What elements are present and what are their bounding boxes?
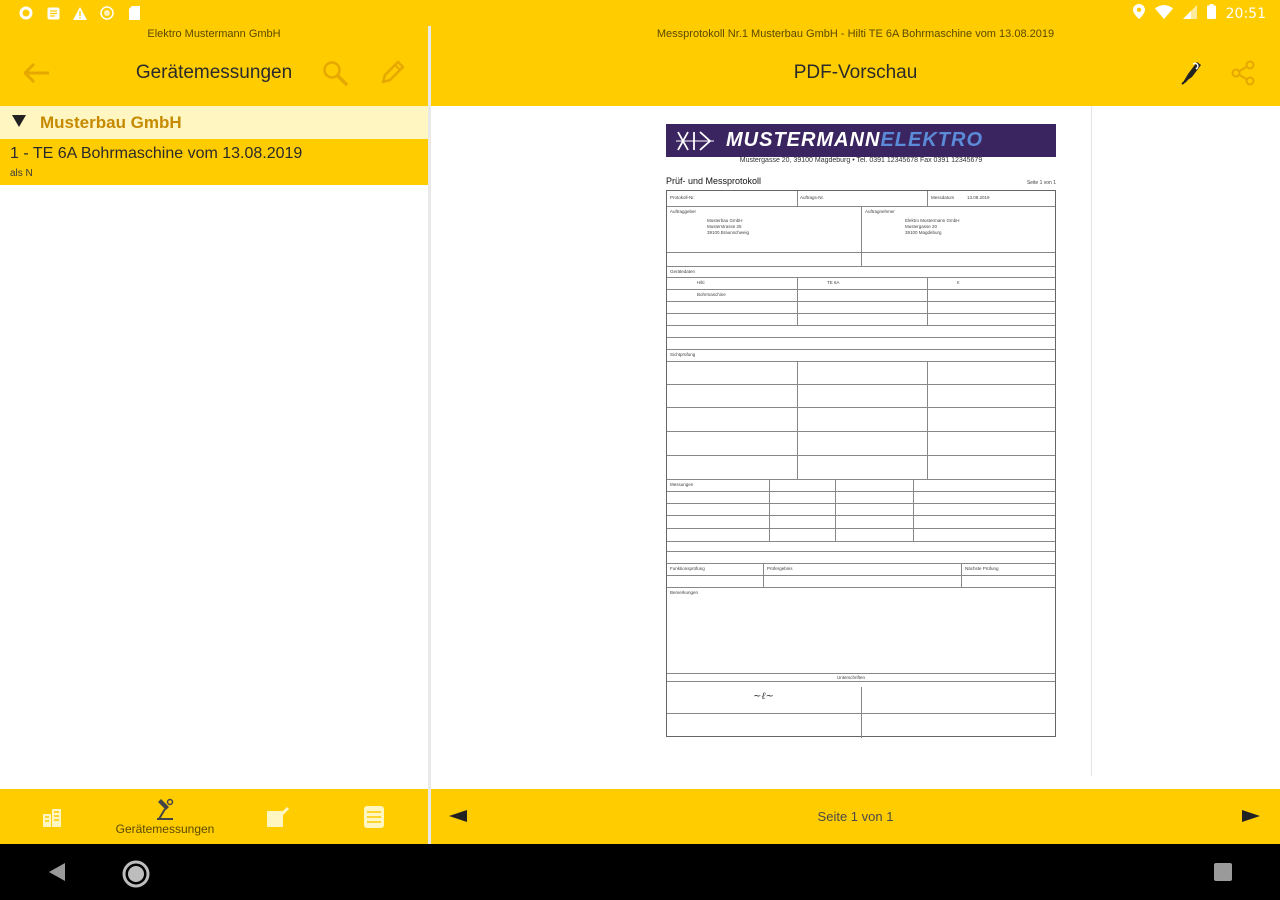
page-indicator: Seite 1 von 1 [817,809,894,824]
circle-icon [99,5,115,21]
nav-tab-calculator[interactable] [342,789,406,844]
pdf-field-value: Hilti [697,280,705,285]
pdf-row [667,407,1055,408]
pdf-vline [927,361,928,479]
nav-tab-measurements-label: Gerätemessungen [115,822,215,836]
pdf-field-value: 13.08.2019 [967,195,990,200]
pane-divider [428,26,431,844]
pdf-section-label: Unterschriften [837,675,866,680]
warning-icon [72,5,88,21]
system-navigation-bar [0,844,1280,900]
pdf-section-label: Funktionsprüfung [670,566,705,571]
pdf-section-label: Messungen [670,482,694,487]
pdf-vline [927,277,928,325]
pdf-brand-text [726,129,983,152]
system-recents-icon[interactable] [1214,863,1232,881]
pdf-row [667,681,1055,682]
pdf-letterhead-banner [666,124,1056,157]
measurement-item-subtitle: als N [10,168,33,179]
pdf-field-value: Bohrmaschine [697,292,726,297]
pdf-row [667,325,1055,326]
pencil-icon [379,60,405,86]
pdf-vline [835,479,836,541]
pdf-row [667,541,1055,542]
right-app-bar [431,26,1280,106]
search-button[interactable] [315,53,355,93]
bottom-navigation [0,789,428,844]
pdf-vline [797,191,798,206]
pdf-signature-mark: ~ℓ~ [753,691,774,702]
pdf-section-label: Sichtprüfung [670,352,696,357]
calculator-icon [363,805,385,829]
sdcard-icon [126,5,142,21]
share-icon [1230,60,1256,86]
pdf-section-label: Bemerkungen [670,590,699,595]
pdf-field-value: II [957,280,960,285]
status-icons-right [1133,4,1266,24]
pdf-row [667,289,1055,290]
pdf-row [667,587,1055,588]
pdf-field-label: Auftraggeber [670,209,697,214]
pdf-row [667,528,1055,529]
pdf-row [667,431,1055,432]
pdf-scroll-track [1091,106,1092,776]
pdf-row [667,455,1055,456]
pdf-field-label: Messdatum [931,195,955,200]
pdf-row [667,673,1055,674]
pdf-page-preview[interactable] [664,124,1058,738]
pdf-row [667,301,1055,302]
pdf-row [667,361,1055,362]
pdf-vline [797,361,798,479]
pdf-field-value: 39100 Braunschweig [707,230,750,235]
settings-icon [18,5,34,21]
pdf-document-title: Prüf- und Messprotokoll [666,176,762,186]
collapse-arrow-icon [12,115,26,127]
pdf-field-value: Elektro Mustermann GmbH [905,218,960,223]
pdf-vline [797,277,798,325]
pdf-section-label: Nächste Prüfung [965,566,999,571]
pdf-vline [769,479,770,541]
pdf-brand-sub: ELEKTRO [880,129,983,151]
company-logo-icon [672,127,718,154]
pdf-row [667,503,1055,504]
edit-button[interactable] [372,53,412,93]
status-icons-left [18,5,142,21]
pdf-field-label: Auftrags-Nr. [800,195,825,200]
pdf-row [667,713,1055,714]
status-bar [0,0,1280,26]
pdf-field-value: 39100 Magdeburg [905,230,942,235]
company-name: Elektro Mustermann GmbH [147,28,281,40]
pdf-field-label: Protokoll-Nr. [670,195,695,200]
pdf-row [667,384,1055,385]
nav-tab-measurements[interactable] [104,789,226,844]
pdf-vline [913,479,914,541]
pdf-document-note: Seite 1 von 1 [1026,180,1056,186]
location-icon [1133,4,1145,24]
right-title: PDF-Vorschau [793,62,918,83]
left-app-bar [0,26,428,106]
pdf-field-label: Auftragnehmer [865,209,895,214]
measurement-item-title: 1 - TE 6A Bohrmaschine vom 13.08.2019 [10,145,303,162]
pdf-row [667,563,1055,564]
measure-icon [153,797,177,821]
app-icon [45,5,61,21]
pdf-address-line: Mustergasse 20, 39100 Magdeburg • Tel. 0391 12345678 Fax 0391 12345679 [739,157,983,164]
pdf-field-value: Mustergasse 20 [905,224,938,229]
pdf-vline [861,206,862,252]
share-button[interactable] [1223,53,1263,93]
building-icon [41,806,63,828]
pdf-field-value: Musterbau GmbH [707,218,743,223]
next-page-button[interactable] [1242,810,1260,822]
system-home-icon[interactable] [122,860,150,888]
customer-group-header[interactable] [0,106,428,139]
status-time: 20:51 [1225,6,1266,22]
pdf-vline [861,252,862,266]
nav-tab-customers[interactable] [20,789,84,844]
pdf-pager-bar [431,789,1280,844]
signature-pen-icon [1179,60,1203,86]
pdf-row [667,479,1055,480]
search-icon [322,60,348,86]
pdf-row [667,349,1055,350]
wifi-icon [1155,5,1173,24]
pdf-row [667,551,1055,552]
system-back-icon[interactable] [47,862,67,882]
pdf-brand-main: MUSTERMANN [726,129,881,151]
left-title: Gerätemessungen [135,62,293,83]
pdf-form-grid [666,190,1056,737]
measurement-list-item[interactable] [0,139,428,185]
pdf-row [667,313,1055,314]
pdf-field-value: TE 6A [827,280,840,285]
pdf-row [667,337,1055,338]
pdf-vline [927,191,928,206]
pdf-row [667,491,1055,492]
customer-group-label: Musterbau GmbH [40,113,182,132]
nav-tab-checklists[interactable] [246,789,310,844]
pdf-section-label: Gerätedaten [670,269,696,274]
pdf-section-label: Prüfergebnis [767,566,793,571]
signal-icon [1183,5,1197,24]
checklist-icon [266,806,290,828]
pdf-row [667,515,1055,516]
pdf-row [667,266,1055,267]
protocol-subtitle: Messprotokoll Nr.1 Musterbau GmbH - Hilti TE 6A Bohrmaschine vom 13.08.2019 [656,28,1055,40]
battery-icon [1207,4,1216,24]
pdf-row [667,575,1055,576]
sign-button[interactable] [1171,53,1211,93]
pdf-field-value: Musterstrasse 25 [707,224,742,229]
pdf-row [667,277,1055,278]
